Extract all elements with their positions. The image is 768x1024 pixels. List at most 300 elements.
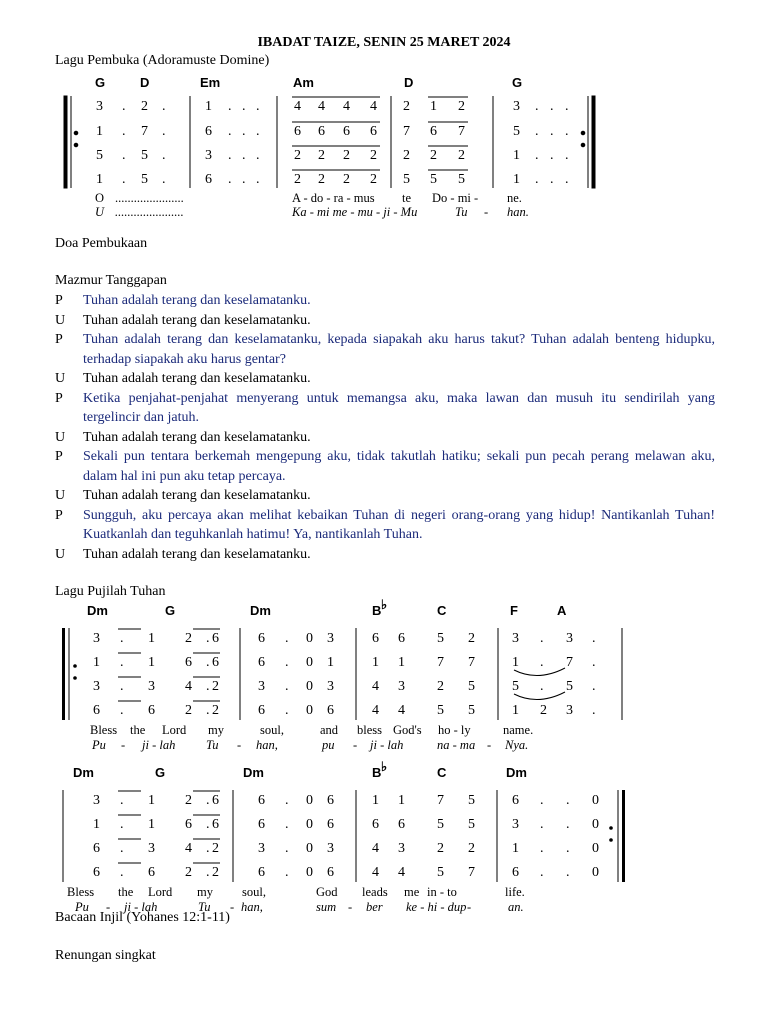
lyric-word: - [121,738,126,752]
note: . [285,703,289,718]
note: 3 [93,679,100,694]
note: . [565,124,569,139]
lyric-word: te [402,191,412,205]
note: . [285,631,289,646]
note: 2 [343,148,350,163]
speaker-tag: U [55,312,66,328]
note: . [592,679,596,694]
speaker-tag: U [55,488,66,503]
chord-symbol: Dm [506,765,527,780]
note: 6 [212,631,219,646]
lyric-word: - [230,900,235,914]
note: 6 [258,655,265,670]
note: 4 [372,679,379,694]
lyric-word: my [208,723,224,737]
note: 2 [185,631,192,646]
note: 7 [468,865,475,880]
note: . [206,703,210,718]
speaker-tag: P [55,507,63,523]
lyric-word: - [353,738,358,752]
note: 6 [327,793,334,808]
chord-symbol: Dm [243,765,264,780]
note: 6 [185,817,192,832]
note: 2 [437,841,444,856]
note: 6 [512,865,519,880]
lyric-word: pu [322,738,335,752]
note: 3 [566,703,573,718]
note: 3 [258,841,265,856]
note: . [256,172,260,187]
speaker-tag: U [55,546,66,562]
note: 7 [403,124,410,139]
note: 0 [306,841,313,856]
lyric-word: an. [508,900,524,914]
chord-symbol: B [372,765,382,780]
note: 5 [430,172,437,187]
note: 6 [398,631,405,646]
note: 3 [148,841,155,856]
note: 1 [148,631,155,646]
note: 1 [148,655,155,670]
psalm-text: Tuhan adalah terang dan keselamatanku. [83,293,311,308]
lyric-word: ji - lah [124,900,158,914]
lyric-word: ji - lah [370,738,404,752]
note: 3 [327,679,334,694]
chord-symbol: G [95,75,106,90]
note: 1 [512,703,519,718]
note: 3 [205,148,212,163]
note: . [540,841,544,856]
note: 4 [372,841,379,856]
note: 7 [468,655,475,670]
lyric-word: me [404,885,420,899]
note: 5 [468,817,475,832]
note: . [540,817,544,832]
note: . [120,841,124,856]
psalm-text: Sungguh, aku percaya akan melihat kebaikan Tuhan di negeri orang-orang yang hidup! Nantikanlah Tuhan! Kuatkanlah dan teguhkanlah hatimu! Ya, nantikanlah Tuhan. [83,507,715,542]
lyric-word: - [467,900,472,914]
lyric-word: Bless [67,885,95,899]
note: . [206,655,210,670]
note: 1 [93,655,100,670]
note: . [206,865,210,880]
lyric-word: soul, [260,723,284,737]
note: 6 [93,703,100,718]
note: 1 [512,655,519,670]
note: 3 [96,99,103,114]
note: 2 [458,99,465,114]
note: 0 [306,655,313,670]
note: . [540,631,544,646]
chord-symbol: F [510,603,518,618]
note: 7 [437,793,444,808]
note: 6 [372,817,379,832]
note: . [228,172,232,187]
lyric-word: sum [316,900,337,914]
note: 6 [430,124,437,139]
psalm-text: Tuhan adalah terang dan keselamatanku. [83,371,311,386]
lyric-word: han. [507,205,529,219]
note: 6 [185,655,192,670]
note: 3 [513,99,520,114]
note: 7 [458,124,465,139]
note: . [592,703,596,718]
chord-symbol: G [155,765,166,780]
note: 2 [458,148,465,163]
note: 2 [185,865,192,880]
note: . [122,124,126,139]
lyric-word: Ka - mi me - mu - ji - Mu [292,205,418,219]
lyric-word: life. [505,885,525,899]
note: 3 [327,841,334,856]
lyric-word: the [118,885,134,899]
note: . [122,99,126,114]
note: . [285,817,289,832]
note: 4 [398,865,405,880]
note: 6 [512,793,519,808]
note: . [120,817,124,832]
note: . [206,841,210,856]
note: 6 [294,124,301,139]
lyric-word: name. [503,723,534,737]
note: . [285,865,289,880]
note: 2 [212,865,219,880]
note: 1 [96,124,103,139]
lyric-word: Bless [90,723,118,737]
note: 6 [398,817,405,832]
note: 4 [185,679,192,694]
note: 2 [185,793,192,808]
note: 6 [93,865,100,880]
psalm-text: Tuhan adalah terang dan keselamatanku. [83,312,311,328]
lyric-word: and [320,723,339,737]
lyric-word: - [487,738,492,752]
note: 3 [258,679,265,694]
note: 3 [93,793,100,808]
note: 5 [96,148,103,163]
note: . [206,793,210,808]
lyric-word: han, [256,738,278,752]
chord-symbol: G [165,603,176,618]
note: 0 [306,865,313,880]
lyric-word: Lord [148,885,173,899]
note: . [285,679,289,694]
lyric-word: Tu [198,900,211,914]
chord-symbol: A [557,603,567,618]
note: . [550,124,554,139]
note: 5 [468,793,475,808]
note: 0 [306,631,313,646]
psalm-text: Ketika penjahat-penjahat menyerang untuk memangsa aku, maka lawan dan musuh itu sendirilah yang tergelincir dan jatuh. [83,390,715,425]
lyric-word: bless [357,723,382,737]
note: 6 [148,703,155,718]
note: 1 [398,793,405,808]
lyric-u-tag: U [95,205,105,219]
note: 6 [212,793,219,808]
note: 1 [513,148,520,163]
note: . [122,148,126,163]
note: 4 [372,703,379,718]
note: 2 [318,172,325,187]
note: . [120,655,124,670]
lyric-word: - [484,205,489,219]
note: 5 [437,703,444,718]
note: . [540,793,544,808]
flat-sign: ♭ [381,759,388,774]
lyric-word: Nya. [505,738,529,752]
psalm-text: Tuhan adalah terang dan keselamatanku. [83,429,311,445]
speaker-tag: P [55,332,63,347]
note: . [550,99,554,114]
lyric-word: my [197,885,213,899]
lyric-word: A - do - ra - mus [292,191,375,205]
note: . [228,99,232,114]
note: 4 [370,99,377,114]
note: 1 [372,655,379,670]
note: 5 [566,679,573,694]
note: . [566,793,570,808]
chord-symbol: Dm [87,603,108,618]
note: 5 [437,865,444,880]
note: 7 [566,655,573,670]
note: 2 [403,99,410,114]
note: . [535,148,539,163]
song1-heading: Lagu Pembuka (Adoramuste Domine) [55,53,270,68]
lyric-word: na - ma [437,738,476,752]
note: . [242,99,246,114]
chord-symbol: D [140,75,150,90]
chord-symbol: B [372,603,382,618]
lyric-word: in - to [427,885,457,899]
chord-symbol: Am [293,75,314,90]
speaker-tag: U [55,429,66,445]
note: 0 [592,793,599,808]
note: . [550,148,554,163]
note: 2 [430,148,437,163]
note: 2 [185,703,192,718]
note: . [285,655,289,670]
note: 3 [512,817,519,832]
note: 2 [212,703,219,718]
repeat-dot [609,826,613,830]
lyric-word: Lord [162,723,187,737]
note: 1 [205,99,212,114]
note: 2 [540,703,547,718]
repeat-barline-thick [62,628,65,720]
note: 5 [458,172,465,187]
psalm-text: Tuhan adalah terang dan keselamatanku. [83,546,311,562]
note: 4 [398,703,405,718]
lyric-word: leads [362,885,388,899]
lyric-word: han, [241,900,263,914]
note: 3 [93,631,100,646]
note: . [565,148,569,163]
chord-symbol: D [404,75,414,90]
lyric-word: Do - mi - [432,191,479,205]
note: 4 [372,865,379,880]
note: 2 [294,172,301,187]
note: . [565,99,569,114]
note: . [566,817,570,832]
lyric-word: God [316,885,338,899]
note: 2 [294,148,301,163]
note: . [120,793,124,808]
note: 1 [513,172,520,187]
note: 0 [306,817,313,832]
note: 0 [592,841,599,856]
note: 0 [306,793,313,808]
note: 1 [512,841,519,856]
note: . [242,148,246,163]
note: 2 [437,679,444,694]
lyric-word: Tu [206,738,219,752]
note: 4 [294,99,301,114]
lyric-word: ke - hi - dup [406,900,467,914]
note: 6 [370,124,377,139]
lyric-word: Pu [75,900,89,914]
note: . [550,172,554,187]
repeat-barline-thick [622,790,625,882]
lyric-word: ne. [507,191,522,205]
note: 3 [327,631,334,646]
mazmur-heading: Mazmur Tanggapan [55,273,167,288]
note: . [535,124,539,139]
note: . [228,124,232,139]
psalm-text: Tuhan adalah terang dan keselamatanku. [83,488,311,503]
note: . [162,99,166,114]
note: 6 [148,865,155,880]
note: 6 [212,817,219,832]
note: . [242,172,246,187]
note: 6 [318,124,325,139]
lyric-word: - [106,900,111,914]
note: 7 [437,655,444,670]
note: 4 [343,99,350,114]
note: . [256,148,260,163]
chord-symbol: G [512,75,523,90]
lyric-dots: ...................... [115,205,184,219]
note: 1 [430,99,437,114]
note: 2 [468,631,475,646]
lyric-word: ber [366,900,383,914]
note: . [120,679,124,694]
note: . [122,172,126,187]
note: 1 [327,655,334,670]
note: . [242,124,246,139]
speaker-tag: U [55,371,66,386]
note: 0 [592,817,599,832]
note: 1 [96,172,103,187]
note: 2 [141,99,148,114]
note: 5 [512,679,519,694]
repeat-dot [73,676,77,680]
note: . [285,793,289,808]
note: 6 [327,703,334,718]
note: . [162,124,166,139]
note: . [535,172,539,187]
note: 3 [398,679,405,694]
renungan-singkat: Renungan singkat [55,948,156,963]
note: 6 [258,631,265,646]
note: 3 [398,841,405,856]
note: . [540,865,544,880]
chord-symbol: Dm [250,603,271,618]
note: 0 [306,679,313,694]
note: 1 [398,655,405,670]
note: 6 [258,817,265,832]
note: 0 [306,703,313,718]
note: . [535,99,539,114]
note: 6 [327,865,334,880]
note: . [285,841,289,856]
lyric-word: - [348,900,353,914]
note: . [592,655,596,670]
note: 6 [258,703,265,718]
note: 3 [512,631,519,646]
note: 2 [318,148,325,163]
note: . [206,631,210,646]
doa-pembukaan: Doa Pembukaan [55,236,148,251]
lyric-word: - [237,738,242,752]
speaker-tag: P [55,449,63,464]
note: . [120,865,124,880]
lyric-word: God's [393,723,422,737]
note: 2 [212,679,219,694]
note: . [162,172,166,187]
note: 6 [212,655,219,670]
note: 3 [148,679,155,694]
note: 1 [93,817,100,832]
chord-symbol: C [437,603,447,618]
lyric-word: ji - lah [142,738,176,752]
note: 3 [566,631,573,646]
note: . [540,679,544,694]
note: 5 [437,631,444,646]
note: 2 [403,148,410,163]
lyric-o-tag: O [95,191,105,205]
note: 5 [468,679,475,694]
flat-sign: ♭ [381,597,388,612]
note: . [120,703,124,718]
note: . [206,679,210,694]
note: 7 [141,124,148,139]
lyric-word: Pu [92,738,106,752]
psalm-text: Sekali pun tentara berkemah mengepung aku, tidak takutlah hatiku; sekali pun pecah perang melawan aku, dalam hal ini pun aku tetap percaya. [83,449,715,484]
lyric-dots: ...................... [115,191,184,205]
repeat-dot [73,664,77,668]
speaker-tag: P [55,390,63,406]
note: . [540,655,544,670]
note: . [162,148,166,163]
note: 5 [437,817,444,832]
note: 6 [343,124,350,139]
note: 4 [185,841,192,856]
note: . [120,631,124,646]
note: . [566,865,570,880]
note: 6 [258,793,265,808]
note: 5 [141,148,148,163]
note: 2 [370,172,377,187]
note: 5 [468,703,475,718]
speaker-tag: P [55,293,63,308]
page-title: IBADAT TAIZE, SENIN 25 MARET 2024 [257,35,511,50]
chord-symbol: C [437,765,447,780]
note: . [206,817,210,832]
note: 2 [370,148,377,163]
bacaan-injil: Bacaan Injil (Yohanes 12:1-11) [55,910,230,925]
lyric-word: ho - ly [438,723,471,737]
note: . [256,124,260,139]
